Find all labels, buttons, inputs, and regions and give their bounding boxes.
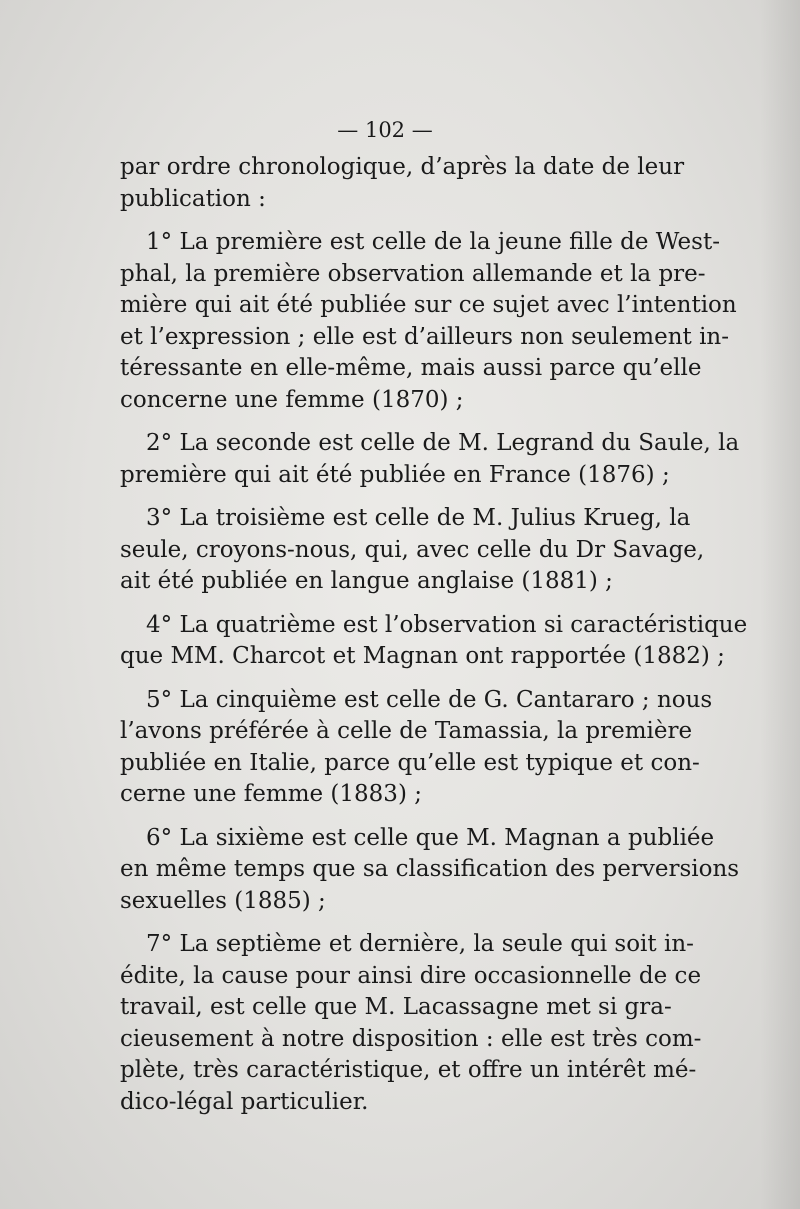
page-text-block	[120, 110, 748, 1118]
text-line: édite, la cause pour ainsi dire occasionnelle de ce	[120, 962, 702, 989]
text-line: 4° La quatrième est l’observation si caractéristique	[146, 611, 748, 638]
text-line: phal, la première observation allemande et la pre-	[120, 260, 706, 287]
text-line: 5° La cinquième est celle de G. Cantararo ; nous	[146, 686, 713, 713]
text-line: 7° La septième et dernière, la seule qui soit in-	[146, 931, 694, 957]
paragraph-item-3	[120, 503, 705, 598]
text-line: dico-légal particulier.	[120, 1088, 369, 1115]
text-line: plète, très caractéristique, et offre un intérêt mé-	[120, 1057, 697, 1083]
text-line: mière qui ait été publiée sur ce sujet avec l’intention	[120, 292, 737, 318]
page-edge-shadow	[760, 0, 800, 1209]
text-line: 6° La sixième est celle que M. Magnan a publiée	[146, 824, 715, 851]
paragraph-item-6	[120, 823, 740, 918]
paragraph-item-4	[120, 610, 748, 673]
text-line: publication :	[120, 185, 266, 212]
paragraph-intro	[120, 152, 685, 215]
text-line: cieusement à notre disposition : elle est très com-	[120, 1025, 702, 1052]
text-line: première qui ait été publiée en France (1876) ;	[120, 461, 670, 488]
paragraph-item-7	[120, 929, 702, 1118]
text-line: l’avons préférée à celle de Tamassia, la première	[120, 718, 693, 744]
text-line: téressante en elle-même, mais aussi parce qu’elle	[120, 355, 702, 381]
page-number: — 102 —	[337, 118, 433, 142]
text-line: et l’expression ; elle est d’ailleurs non seulement in-	[120, 323, 730, 350]
text-line: travail, est celle que M. Lacassagne met si gra-	[120, 994, 672, 1020]
text-line: ait été publiée en langue anglaise (1881) ;	[120, 568, 613, 594]
paragraph-item-2	[120, 428, 740, 491]
text-line: en même temps que sa classification des perversions	[120, 856, 740, 882]
text-line: 2° La seconde est celle de M. Legrand du Saule, la	[146, 430, 740, 456]
text-line: sexuelles (1885) ;	[120, 887, 326, 914]
text-line: par ordre chronologique, d’après la date de leur	[120, 154, 685, 180]
text-line: 1° La première est celle de la jeune fille de West-	[146, 229, 720, 255]
text-line: 3° La troisième est celle de M. Julius Krueg, la	[146, 505, 691, 531]
text-line: cerne une femme (1883) ;	[120, 781, 422, 807]
text-line: seule, croyons-nous, qui, avec celle du Dr Savage,	[120, 536, 705, 563]
text-line: que MM. Charcot et Magnan ont rapportée (1882) ;	[120, 643, 725, 669]
text-line: publiée en Italie, parce qu’elle est typique et con-	[120, 749, 700, 776]
paragraph-item-5	[120, 685, 713, 811]
paragraph-item-1	[120, 227, 737, 416]
text-line: concerne une femme (1870) ;	[120, 386, 464, 413]
